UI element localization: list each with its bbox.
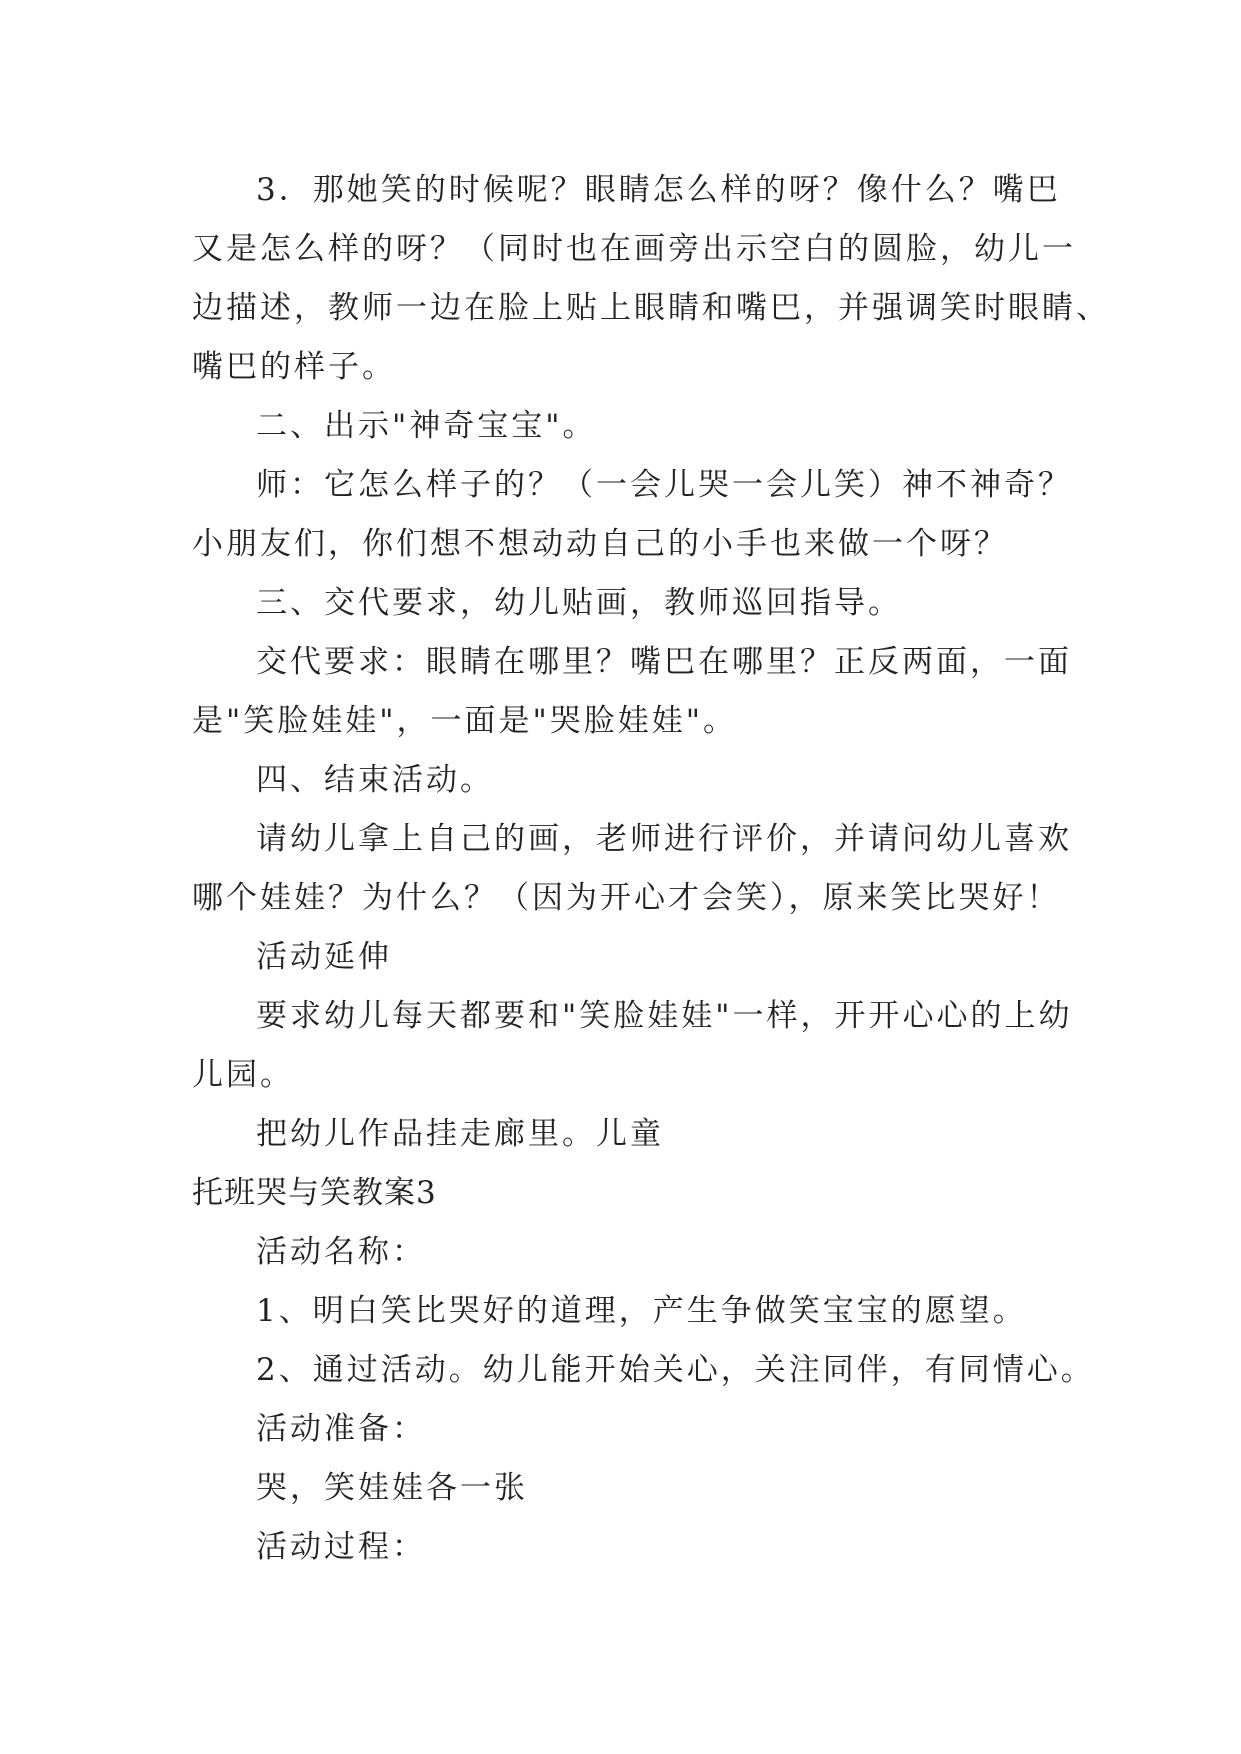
paragraph-line: 是"笑脸娃娃"，一面是"哭脸娃娃"。: [192, 703, 738, 739]
section-heading: 四、结束活动。: [256, 762, 494, 798]
paragraph-line: 嘴巴的样子。: [192, 349, 396, 385]
document-body: [192, 161, 1110, 1577]
section-heading: 活动过程：: [256, 1529, 426, 1565]
paragraph-line: 交代要求：眼睛在哪里？嘴巴在哪里？正反两面，一面: [256, 644, 1072, 680]
paragraph-line: 请幼儿拿上自己的画，老师进行评价，并请问幼儿喜欢: [256, 821, 1072, 857]
section-heading: 三、交代要求，幼儿贴画，教师巡回指导。: [256, 585, 902, 621]
paragraph-line: 小朋友们，你们想不想动动自己的小手也来做一个呀？: [192, 526, 1008, 562]
paragraph-line: 要求幼儿每天都要和"笑脸娃娃"一样，开开心心的上幼: [256, 998, 1073, 1034]
paragraph-line: 师：它怎么样子的？（一会儿哭一会儿笑）神不神奇？: [256, 467, 1072, 503]
paragraph-line: 又是怎么样的呀？（同时也在画旁出示空白的圆脸，幼儿一: [192, 231, 1076, 267]
section-heading: 活动准备：: [256, 1411, 426, 1447]
paragraph-line: 哭，笑娃娃各一张: [256, 1470, 528, 1506]
paragraph-line: 3．那她笑的时候呢？眼睛怎么样的呀？像什么？嘴巴: [256, 172, 1061, 208]
paragraph-line: 哪个娃娃？为什么？（因为开心才会笑），原来笑比哭好！: [192, 880, 1061, 916]
section-heading: 二、出示"神奇宝宝"。: [256, 408, 597, 444]
paragraph-line: 把幼儿作品挂走廊里。儿童: [256, 1116, 664, 1152]
section-heading: 活动名称：: [256, 1234, 426, 1270]
list-item: 1、明白笑比哭好的道理，产生争做笑宝宝的愿望。: [256, 1293, 1027, 1329]
document-title: 托班哭与笑教案3: [192, 1175, 437, 1211]
paragraph-line: 边描述，教师一边在脸上贴上眼睛和嘴巴，并强调笑时眼睛、: [192, 290, 1110, 326]
list-item: 2、通过活动。幼儿能开始关心，关注同伴，有同情心。: [256, 1352, 1095, 1388]
section-heading: 活动延伸: [256, 939, 392, 975]
paragraph-line: 儿园。: [192, 1057, 294, 1093]
